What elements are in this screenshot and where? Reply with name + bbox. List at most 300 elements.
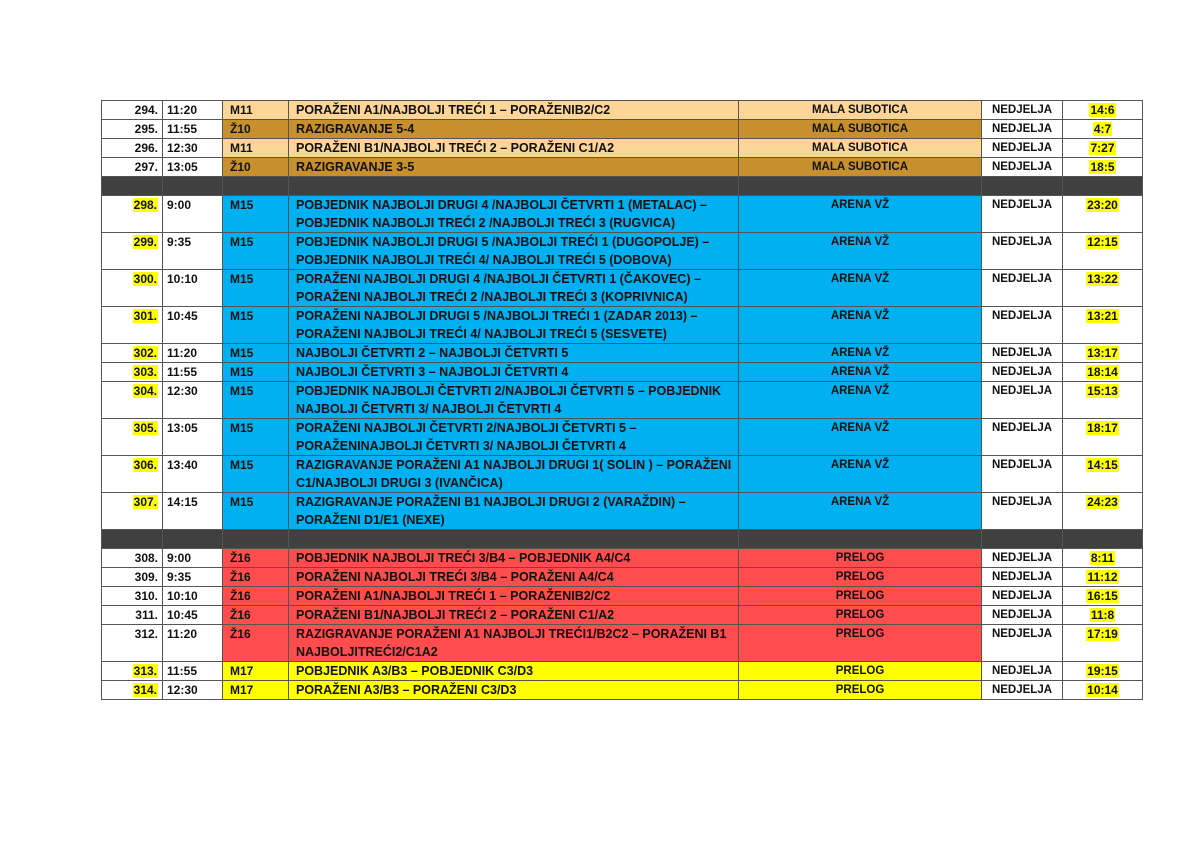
match-time [163,196,223,233]
result [1063,307,1143,344]
day [982,139,1063,158]
day [982,158,1063,177]
match-description-text: POBJEDNIK NAJBOLJI DRUGI 4 /NAJBOLJI ČETVRTI 1 (METALAC) – POBJEDNIK NAJBOLJI TREĆI 2 /NAJBOLJI TREĆI 3 (RUGVICA) [296,198,707,230]
venue [739,307,982,344]
match-time [163,568,223,587]
venue-text: ARENA VŽ [830,273,890,285]
result-text: 15:13 [1087,384,1118,398]
venue [739,456,982,493]
result [1063,587,1143,606]
match-number [102,493,163,530]
venue [739,344,982,363]
category-text: M15 [230,384,254,398]
match-description [289,233,739,270]
category-text: M15 [230,458,254,472]
result [1063,196,1143,233]
match-number-text: 310. [134,589,158,603]
category-text: Ž16 [230,570,251,584]
match-description [289,139,739,158]
result-text: 11:12 [1087,570,1118,584]
venue [739,233,982,270]
match-number-text: 311. [135,608,158,622]
match-time-text: 10:45 [167,309,198,323]
match-number-text: 302. [133,346,157,360]
venue-text: ARENA VŽ [830,236,890,248]
result-text: 12:15 [1087,235,1118,249]
venue [739,120,982,139]
match-number [102,568,163,587]
match-time [163,606,223,625]
match-number-text: 297. [134,160,158,174]
match-time-text: 13:05 [167,160,198,174]
match-number-text: 307. [133,495,157,509]
match-description-text: RAZIGRAVANJE 3-5 [296,160,415,174]
match-number [102,139,163,158]
venue [739,139,982,158]
match-description-text: PORAŽENI B1/NAJBOLJI TREĆI 2 – PORAŽENI C1/A2 [296,608,615,622]
schedule-table [101,100,1143,700]
match-number [102,270,163,307]
match-time-text: 11:55 [167,122,198,136]
result-text: 7:27 [1090,141,1115,155]
match-number-text: 294. [134,103,158,117]
match-number [102,625,163,662]
result-text: 17:19 [1087,627,1118,641]
day-text: NEDJELJA [991,199,1053,211]
venue-text: MALA SUBOTICA [811,161,909,173]
category [223,568,289,587]
separator-cell [1063,530,1143,549]
match-time [163,662,223,681]
day [982,307,1063,344]
category-text: Ž16 [230,551,251,565]
category-text: M15 [230,346,254,360]
separator-cell [739,177,982,196]
table-row [102,101,1143,120]
result [1063,120,1143,139]
day-text: NEDJELJA [991,310,1053,322]
day-text: NEDJELJA [991,161,1053,173]
venue [739,587,982,606]
result-text: 13:21 [1087,309,1118,323]
match-number-text: 300. [133,272,157,286]
match-description [289,493,739,530]
category [223,101,289,120]
match-number [102,363,163,382]
match-number [102,419,163,456]
match-number [102,344,163,363]
match-time [163,307,223,344]
venue-text: PRELOG [835,609,885,621]
result-text: 18:17 [1087,421,1118,435]
match-description [289,662,739,681]
category [223,196,289,233]
category-text: Ž16 [230,627,251,641]
result-text: 18:5 [1090,160,1115,174]
category-text: M17 [230,664,254,678]
result-text: 18:14 [1087,365,1118,379]
table-row [102,233,1143,270]
day [982,662,1063,681]
day-text: NEDJELJA [991,273,1053,285]
separator-cell [289,177,739,196]
match-time-text: 13:05 [167,421,198,435]
category-text: M11 [230,103,253,117]
venue [739,101,982,120]
category [223,363,289,382]
match-number-text: 309. [134,570,158,584]
match-time [163,120,223,139]
venue-text: PRELOG [835,665,885,677]
table-row [102,382,1143,419]
separator-row [102,530,1143,549]
match-description [289,382,739,419]
match-description-text: PORAŽENI NAJBOLJI DRUGI 5 /NAJBOLJI TREĆI 1 (ZADAR 2013) – PORAŽENI NAJBOLJI TREĆI 4/ NAJBOLJI TREĆI 5 (SESVETE) [296,309,698,341]
venue [739,568,982,587]
venue [739,662,982,681]
match-description [289,120,739,139]
venue-text: PRELOG [835,590,885,602]
category-text: M15 [230,235,254,249]
category-text: M17 [230,683,254,697]
match-number [102,681,163,700]
table-row [102,456,1143,493]
day [982,233,1063,270]
result-text: 19:15 [1087,664,1118,678]
venue-text: PRELOG [835,552,885,564]
category-text: M15 [230,198,254,212]
match-time-text: 12:30 [167,384,198,398]
venue-text: MALA SUBOTICA [811,123,909,135]
match-description-text: POBJEDNIK NAJBOLJI ČETVRTI 2/NAJBOLJI ČETVRTI 5 – POBJEDNIK NAJBOLJI ČETVRTI 3/ NAJBOLJI ČETVRTI 4 [296,384,722,416]
match-time-text: 10:45 [167,608,198,622]
match-time [163,158,223,177]
venue [739,158,982,177]
match-time-text: 13:40 [167,458,198,472]
day [982,549,1063,568]
match-time [163,681,223,700]
match-description-text: RAZIGRAVANJE PORAŽENI A1 NAJBOLJI TREĆI1/B2C2 – PORAŽENI B1 NAJBOLJITREĆI2/C1A2 [296,627,727,659]
separator-cell [223,177,289,196]
day [982,101,1063,120]
match-description [289,625,739,662]
table-row [102,270,1143,307]
match-number-text: 312. [134,627,158,641]
venue-text: ARENA VŽ [830,385,890,397]
match-number [102,587,163,606]
venue [739,549,982,568]
separator-cell [289,530,739,549]
match-description-text: PORAŽENI NAJBOLJI ČETVRTI 2/NAJBOLJI ČETVRTI 5 – PORAŽENINAJBOLJI ČETVRTI 3/ NAJBOLJI ČETVRTI 4 [296,421,637,453]
separator-cell [163,530,223,549]
match-number [102,382,163,419]
match-description-text: PORAŽENI A1/NAJBOLJI TREĆI 1 – PORAŽENIB2/C2 [296,589,611,603]
result [1063,363,1143,382]
venue [739,493,982,530]
category [223,493,289,530]
result-text: 23:20 [1087,198,1118,212]
match-time [163,549,223,568]
result [1063,158,1143,177]
table-row [102,196,1143,233]
match-number [102,606,163,625]
venue [739,625,982,662]
day [982,587,1063,606]
match-number-text: 301. [133,309,157,323]
match-time [163,456,223,493]
category [223,587,289,606]
match-description-text: POBJEDNIK A3/B3 – POBJEDNIK C3/D3 [296,664,534,678]
category [223,681,289,700]
match-description [289,419,739,456]
match-description-text: PORAŽENI A3/B3 – PORAŽENI C3/D3 [296,683,517,697]
category-text: Ž16 [230,589,251,603]
separator-cell [739,530,982,549]
match-description-text: NAJBOLJI ČETVRTI 2 – NAJBOLJI ČETVRTI 5 [296,346,569,360]
category-text: M15 [230,495,254,509]
match-time [163,587,223,606]
day-text: NEDJELJA [991,142,1053,154]
separator-row [102,177,1143,196]
category-text: M15 [230,421,254,435]
match-time-text: 10:10 [167,589,198,603]
table-row [102,681,1143,700]
table-row [102,662,1143,681]
match-description [289,307,739,344]
match-number [102,456,163,493]
category [223,270,289,307]
venue-text: ARENA VŽ [830,366,890,378]
table-row [102,587,1143,606]
separator-cell [1063,177,1143,196]
result-text: 11:8 [1090,608,1115,622]
table-row [102,139,1143,158]
match-description [289,681,739,700]
result [1063,419,1143,456]
category [223,419,289,456]
match-number [102,158,163,177]
match-time-text: 9:35 [167,235,192,249]
venue-text: ARENA VŽ [830,496,890,508]
match-time [163,270,223,307]
match-number [102,196,163,233]
match-time [163,625,223,662]
match-description [289,363,739,382]
result-text: 13:17 [1087,346,1118,360]
table-row [102,419,1143,456]
day-text: NEDJELJA [991,366,1053,378]
day [982,493,1063,530]
day-text: NEDJELJA [991,552,1053,564]
match-time [163,382,223,419]
result [1063,456,1143,493]
match-time [163,101,223,120]
category-text: Ž10 [230,160,251,174]
separator-cell [163,177,223,196]
match-description-text: POBJEDNIK NAJBOLJI DRUGI 5 /NAJBOLJI TREĆI 1 (DUGOPOLJE) – POBJEDNIK NAJBOLJI TREĆI 4/ NAJBOLJI TREĆI 5 (DOBOVA) [296,235,710,267]
match-time-text: 11:20 [167,103,198,117]
venue [739,382,982,419]
category-text: M11 [230,141,253,155]
day [982,681,1063,700]
match-number-text: 296. [134,141,158,155]
venue-text: PRELOG [835,684,885,696]
match-description-text: RAZIGRAVANJE PORAŽENI B1 NAJBOLJI DRUGI 2 (VARAŽDIN) – PORAŽENI D1/E1 (NEXE) [296,495,686,527]
match-time-text: 12:30 [167,683,198,697]
match-description [289,158,739,177]
day [982,270,1063,307]
match-description [289,270,739,307]
match-description-text: NAJBOLJI ČETVRTI 3 – NAJBOLJI ČETVRTI 4 [296,365,569,379]
match-time-text: 10:10 [167,272,198,286]
result [1063,344,1143,363]
venue-text: MALA SUBOTICA [811,142,909,154]
match-description [289,587,739,606]
result [1063,382,1143,419]
category [223,233,289,270]
result-text: 16:15 [1087,589,1118,603]
day-text: NEDJELJA [991,123,1053,135]
day-text: NEDJELJA [991,422,1053,434]
venue [739,606,982,625]
match-description [289,101,739,120]
table-row [102,549,1143,568]
match-description [289,568,739,587]
table-row [102,120,1143,139]
day [982,625,1063,662]
match-time [163,344,223,363]
day-text: NEDJELJA [991,385,1053,397]
match-description-text: PORAŽENI B1/NAJBOLJI TREĆI 2 – PORAŽENI C1/A2 [296,141,615,155]
result [1063,625,1143,662]
category-text: M15 [230,365,254,379]
match-description-text: PORAŽENI NAJBOLJI DRUGI 4 /NAJBOLJI ČETVRTI 1 (ČAKOVEC) – PORAŽENI NAJBOLJI TREĆI 2 /NAJBOLJI TREĆI 3 (KOPRIVNICA) [296,272,701,304]
match-time-text: 9:00 [167,198,192,212]
category-text: M15 [230,309,254,323]
day-text: NEDJELJA [991,609,1053,621]
category-text: Ž16 [230,608,251,622]
result-text: 14:6 [1090,103,1115,117]
table-row [102,493,1143,530]
match-time-text: 9:35 [167,570,192,584]
match-description-text: POBJEDNIK NAJBOLJI TREĆI 3/B4 – POBJEDNIK A4/C4 [296,551,631,565]
venue-text: ARENA VŽ [830,347,890,359]
result [1063,270,1143,307]
match-number-text: 306. [133,458,157,472]
result [1063,549,1143,568]
match-time [163,363,223,382]
result [1063,493,1143,530]
venue-text: ARENA VŽ [830,310,890,322]
day [982,568,1063,587]
match-number-text: 313. [133,664,157,678]
day [982,606,1063,625]
result [1063,662,1143,681]
match-description-text: RAZIGRAVANJE PORAŽENI A1 NAJBOLJI DRUGI 1( SOLIN ) – PORAŽENI C1/NAJBOLJI DRUGI 3 (IVANČICA) [296,458,732,490]
day [982,419,1063,456]
result-text: 10:14 [1087,683,1118,697]
day [982,196,1063,233]
match-number [102,101,163,120]
venue [739,196,982,233]
result-text: 4:7 [1093,122,1112,136]
table-row [102,606,1143,625]
table-row [102,158,1143,177]
table-row [102,568,1143,587]
category-text: M15 [230,272,254,286]
venue-text: MALA SUBOTICA [811,104,909,116]
day-text: NEDJELJA [991,665,1053,677]
category [223,606,289,625]
day-text: NEDJELJA [991,459,1053,471]
venue-text: ARENA VŽ [830,199,890,211]
match-number-text: 314. [133,683,157,697]
result-text: 13:22 [1087,272,1118,286]
day-text: NEDJELJA [991,571,1053,583]
result [1063,139,1143,158]
match-number-text: 304. [133,384,157,398]
separator-cell [102,530,163,549]
match-number-text: 308. [134,551,158,565]
day-text: NEDJELJA [991,236,1053,248]
result [1063,233,1143,270]
category [223,662,289,681]
match-time-text: 11:20 [167,346,198,360]
venue [739,363,982,382]
venue [739,270,982,307]
category [223,456,289,493]
match-number [102,120,163,139]
result [1063,681,1143,700]
match-number-text: 295. [134,122,158,136]
match-time-text: 11:20 [167,627,198,641]
match-number [102,549,163,568]
match-time-text: 11:55 [167,365,198,379]
match-time [163,419,223,456]
match-time-text: 12:30 [167,141,198,155]
separator-cell [982,177,1063,196]
day [982,363,1063,382]
day [982,344,1063,363]
result [1063,568,1143,587]
category [223,120,289,139]
match-number-text: 298. [133,198,157,212]
result [1063,101,1143,120]
match-description [289,456,739,493]
day [982,456,1063,493]
day [982,382,1063,419]
match-time-text: 9:00 [167,551,192,565]
category [223,307,289,344]
category [223,158,289,177]
match-description-text: RAZIGRAVANJE 5-4 [296,122,415,136]
table-row [102,307,1143,344]
venue-text: ARENA VŽ [830,459,890,471]
day-text: NEDJELJA [991,347,1053,359]
match-number [102,233,163,270]
match-number [102,662,163,681]
table-row [102,344,1143,363]
match-description-text: PORAŽENI NAJBOLJI TREĆI 3/B4 – PORAŽENI A4/C4 [296,570,614,584]
match-number-text: 299. [133,235,157,249]
venue [739,419,982,456]
table-row [102,625,1143,662]
day-text: NEDJELJA [991,496,1053,508]
match-number-text: 303. [133,365,157,379]
match-description [289,549,739,568]
separator-cell [223,530,289,549]
category [223,382,289,419]
